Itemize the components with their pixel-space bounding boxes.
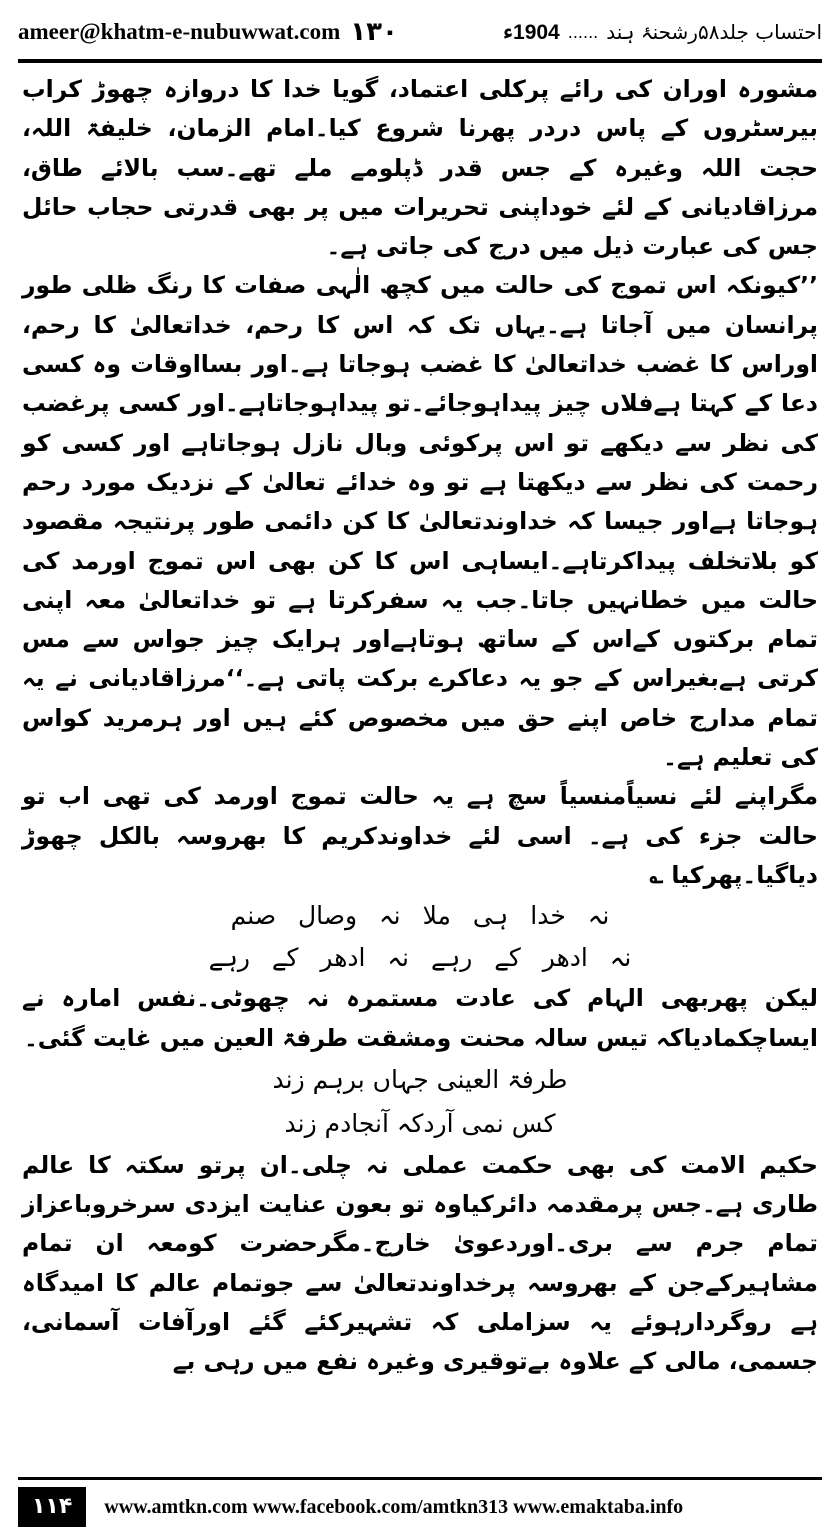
paragraph-1: مشورہ اوران کی رائے پرکلی اعتماد، گویا خدا کا دروازہ چھوڑ کراب بیرسٹروں کے پاس دردر پھرنا شروع کیا۔امام الزمان، خلیفۃ اللہ، حجت اللہ وغیرہ کے جس قدر ڈپلومے ملے تھے۔سب بالائے طاق، مرزاقادیانی کے لئے خوداپنی تحریرات میں پر بھی قدرتی حجاب حائل جس کی عبارت ذیل میں درج کی جاتی ہے۔	[22, 75, 818, 261]
page-body	[22, 70, 818, 1382]
header-year: 1904ء	[503, 20, 560, 44]
paragraph-5: حکیم الامت کی بھی حکمت عملی نہ چلی۔ان پرتو سکتہ کا عالم طاری ہے۔جس پرمقدمہ دائرکیاوہ تو بعون عنایت ایزدی سرخروباعزاز تمام جرم سے بری۔اوردعویٰ خارج۔مگرحضرت کومعہ ان تمام مشاہیرکےجن کے بھروسہ پرخداوندتعالیٰ سے جوتمام عالم کا امیدگاہ ہے روگردارہوئے یہ سزاملی کہ تشہیرکئے گئے اورآفات آسمانی، جسمی، مالی کے علاوہ بےتوقیری وغیرہ نفع میں رہی بے	[22, 1150, 818, 1376]
verse-2-line-2: کس نمی آردکہ آنجادم زند	[284, 1108, 556, 1138]
header-left	[18, 17, 398, 47]
verse-1-line-2: نہ ادھر کے رہے نہ ادھر کے رہے	[208, 943, 632, 973]
footer-links: www.amtkn.com www.facebook.com/amtkn313 www.emaktaba.info	[104, 1495, 684, 1518]
footer-page-number: ۱۱۴	[18, 1487, 86, 1527]
page-footer	[18, 1477, 822, 1530]
header-title: احتساب جلد۵۸رشحنۂ ہند	[606, 20, 822, 44]
header-email: ameer@khatm-e-nubuwwat.com	[18, 19, 341, 44]
header-dots: ......	[567, 22, 599, 42]
header-page-number: ۱۳۰	[350, 17, 398, 47]
paragraph-3: مگراپنے لئے نسیاًمنسیاً سچ ہے یہ حالت تموج اورمد کی تھی اب تو حالت جزء کی ہے۔ اسی لئے خداوندکریم کا بھروسہ بالکل چھوڑ دیاگیا۔پھرکیا ؎	[22, 782, 818, 889]
header-rule	[18, 59, 822, 63]
paragraph-4: لیکن پھربھی الہام کی عادت مستمرہ نہ چھوٹی۔نفس امارہ نے ایساچکمادیاکہ تیس سالہ محنت ومشقت طرفۃ العین میں غایت گئی۔	[22, 984, 818, 1052]
paragraph-2-quote: ’’کیونکہ اس تموج کی حالت میں کچھ الٰہی صفات کا رنگ ظلی طور پرانسان میں آجاتا ہے۔یہاں تک کہ اس کا رحم، خداتعالیٰ کا رحم، اوراس کا غضب خداتعالیٰ کا غضب ہوجاتا ہے۔اور بسااوقات وہ کسی دعا کے کہتا ہےفلاں چیز پیداہوجائے۔تو پیداہوجاتاہے۔اور کسی پرغضب کی نظر سے دیکھے تو اس پرکوئی وبال نازل ہوجاتاہے اور کسی کو رحمت کی نظر سے دیکھتا ہے تو وہ خدائے تعالیٰ کے نزدیک مورد رحم ہوجاتا ہےاور جیسا کہ خداوندتعالیٰ کا کن دائمی طور پرنتیجہ مقصود کو بلاتخلف پیداکرتاہے۔ایساہی اس کا کن بھی اس تموج اورمد کی حالت میں خطانہیں جاتا۔جب یہ سفرکرتا ہے تو خداتعالیٰ معہ اپنی تمام برکتوں کےاس کے ساتھ ہوتاہےاور ہرایک چیز جواس سے مس کرتی ہےبغیراس کے جو یہ دعاکرے برکت پاتی ہے۔‘‘مرزاقادیانی نے یہ تمام مدارج خاص اپنے حق میں مخصوص کئے ہیں اور ہرمرید کواس کی تعلیم ہے۔	[22, 271, 818, 772]
header-right	[503, 20, 822, 45]
verse-1-line-1: نہ خدا ہی ملا نہ وصال صنم	[230, 901, 610, 931]
page-header	[18, 8, 822, 56]
verse-2-line-1: طرفۃ العینی جہاں برہم زند	[272, 1064, 568, 1094]
